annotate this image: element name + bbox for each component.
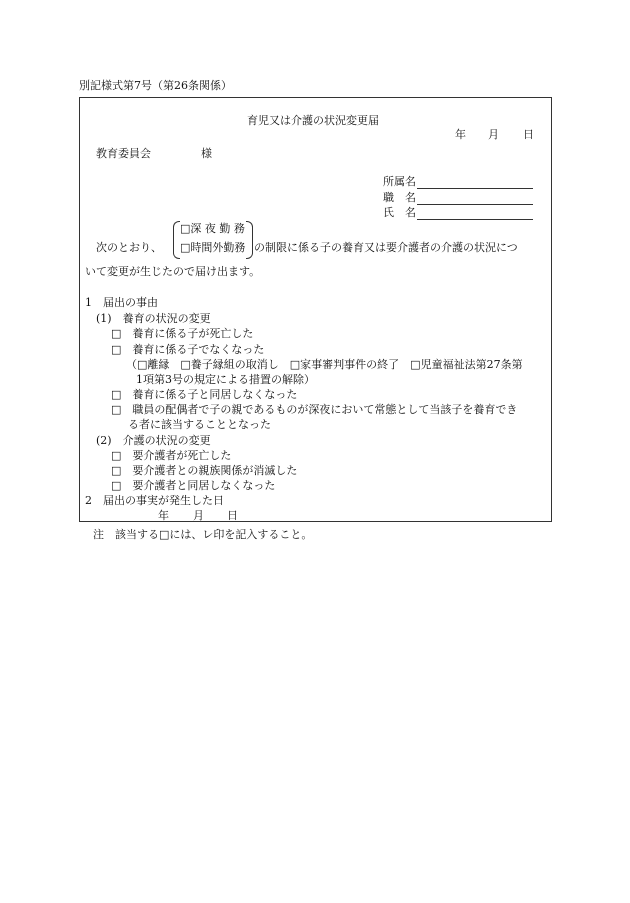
date-day: 日 <box>523 128 534 141</box>
date-month: 月 <box>488 128 499 141</box>
form-label: 別記様式第7号（第26条関係） <box>79 79 232 92</box>
name-field[interactable] <box>383 206 533 220</box>
item-reason-options: （□離縁 □養子縁組の取消し □家事審判事件の終了 □児童福祉法第27条第 <box>126 358 523 371</box>
item-spouse-can-care[interactable]: □ 職員の配偶者で子の親であるものが深夜において常態として当該子を養育でき <box>111 403 518 416</box>
section-1-heading: 1 届出の事由 <box>85 296 158 309</box>
affiliation-label: 所属名 <box>383 175 416 188</box>
section-2-heading: 2 届出の事実が発生した日 <box>85 494 224 507</box>
occurrence-year: 年 <box>158 509 169 522</box>
item-not-living-with-child[interactable]: □ 養育に係る子と同居しなくなった <box>111 388 298 401</box>
affiliation-line <box>417 176 533 189</box>
body-line2: いて変更が生じたので届け出ます。 <box>85 265 261 278</box>
name-line <box>417 207 533 220</box>
option-night-work[interactable]: □深 夜 勤 務 <box>180 222 245 235</box>
occurrence-day: 日 <box>227 509 238 522</box>
section-1-1-heading: (1) 養育の状況の変更 <box>96 312 211 325</box>
position-line <box>417 192 533 205</box>
item-spouse-can-care-cont: る者に該当することとなった <box>128 418 271 431</box>
item-no-longer-child[interactable]: □ 養育に係る子でなくなった <box>111 343 265 356</box>
section-1-2-heading: (2) 介護の状況の変更 <box>96 434 211 447</box>
date-year: 年 <box>455 128 466 141</box>
item-reason-options-cont: 1項第3号の規定による措置の解除） <box>136 373 315 386</box>
position-label: 職 名 <box>383 191 416 204</box>
name-label: 氏 名 <box>383 206 416 219</box>
addressee-honorific: 様 <box>201 147 212 160</box>
item-not-living-with-recipient[interactable]: □ 要介護者と同居しなくなった <box>111 479 276 492</box>
footnote: 注 該当する□には、レ印を記入すること。 <box>93 528 313 541</box>
option-overtime-work[interactable]: □時間外勤務 <box>180 241 246 254</box>
position-field[interactable] <box>383 191 533 205</box>
left-bracket <box>173 221 180 259</box>
occurrence-month: 月 <box>193 509 204 522</box>
addressee-name: 教育委員会 <box>96 147 151 160</box>
body-suffix: の制限に係る子の養育又は要介護者の介護の状況につ <box>254 241 518 254</box>
item-care-recipient-died[interactable]: □ 要介護者が死亡した <box>111 449 232 462</box>
body-prefix: 次のとおり、 <box>96 241 162 254</box>
form-title: 育児又は介護の状況変更届 <box>247 114 379 127</box>
right-bracket <box>246 221 253 259</box>
affiliation-field[interactable] <box>383 175 533 189</box>
item-child-died[interactable]: □ 養育に係る子が死亡した <box>111 327 254 340</box>
item-relation-ended[interactable]: □ 要介護者との親族関係が消滅した <box>111 464 298 477</box>
